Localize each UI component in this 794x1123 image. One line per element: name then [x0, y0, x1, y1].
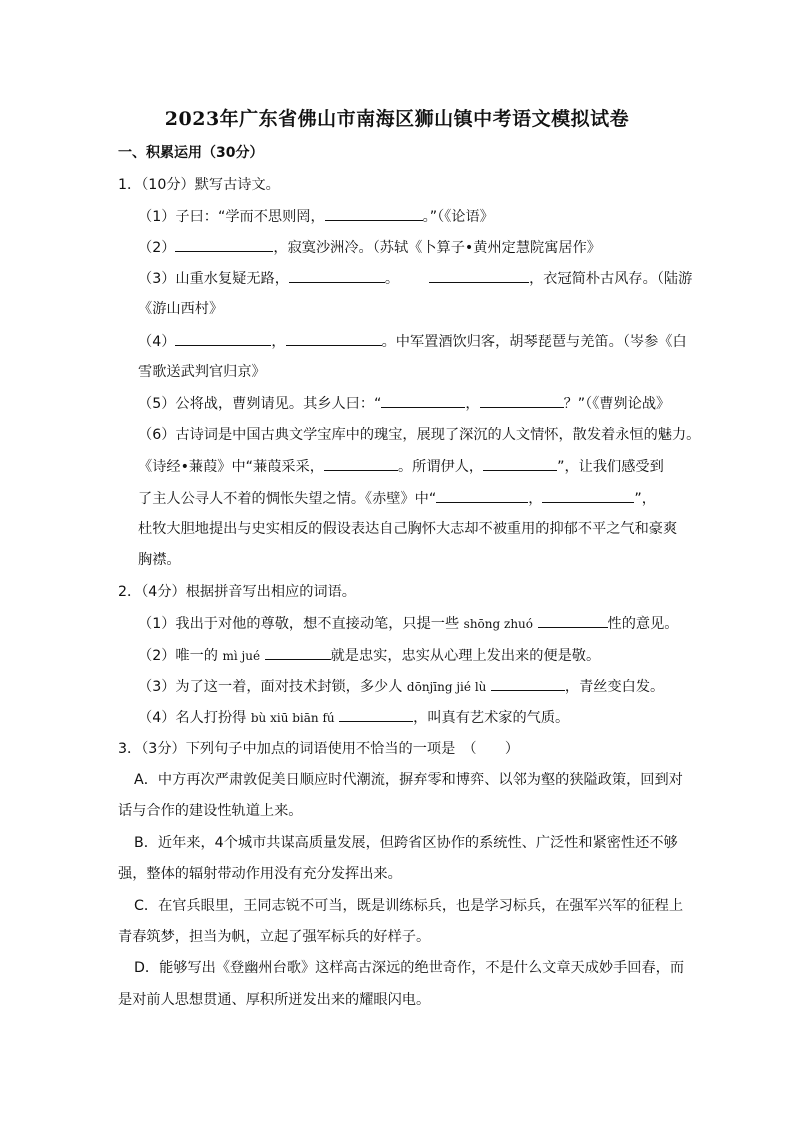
q1-item-1: [138, 206, 494, 227]
q1-item-3: [138, 268, 692, 289]
answer-blank[interactable]: [324, 456, 398, 471]
q3-option-d-line-2: 是对前人思想贯通、厚积所迸发出来的耀眼闪电。: [118, 992, 431, 1008]
answer-blank[interactable]: [175, 237, 273, 252]
q1-item-6-l2-mid: 。所谓伊人，: [397, 459, 484, 475]
q1-item-6-l3-post: ”，: [634, 491, 656, 507]
answer-blank[interactable]: [491, 676, 565, 691]
q2-item-4-post: ，叫真有艺术家的气质。: [413, 710, 570, 726]
q1-item-5-mid: ，: [465, 396, 480, 412]
q1-item-1-post: 。”（《论语》: [422, 209, 494, 225]
q1-item-6-line-3: [138, 488, 656, 509]
answer-blank[interactable]: [325, 206, 423, 221]
q2-item-2: [138, 645, 600, 666]
pinyin: shōng zhuó: [463, 617, 534, 631]
answer-blank[interactable]: [480, 393, 564, 408]
q2-item-4: [138, 707, 569, 728]
q1-item-1-pre: （1）子曰：“学而不思则罔，: [138, 209, 325, 225]
q3-option-a-line-2: 话与合作的建设性轨道上来。: [118, 803, 303, 819]
answer-blank[interactable]: [483, 456, 557, 471]
answer-blank[interactable]: [381, 393, 465, 408]
answer-blank[interactable]: [538, 613, 608, 628]
q2-item-1-post: 性的意见。: [607, 616, 679, 632]
answer-blank[interactable]: [175, 331, 271, 346]
q1-item-3-post: ，衣冠简朴古风存。（陆游: [529, 271, 693, 287]
answer-blank[interactable]: [542, 488, 634, 503]
pinyin: bù xiū biān fú: [250, 711, 335, 725]
q1-item-2-post: ，寂寞沙洲冷。（苏轼《卜算子•黄州定慧院寓居作》: [273, 240, 601, 256]
q1-item-5-post: ？”（《曹刿论战》: [563, 396, 671, 412]
answer-blank[interactable]: [436, 488, 528, 503]
pinyin: mì jué: [222, 649, 261, 663]
q2-item-3-post: ，青丝变白发。: [564, 679, 665, 695]
answer-blank[interactable]: [289, 268, 385, 283]
q1-stem: 1．（10分）默写古诗文。: [118, 177, 280, 193]
q2-item-3-pre: （3）为了这一着，面对技术封锁，多少人: [138, 679, 403, 695]
q3-option-d-line-1: D．能够写出《登幽州台歌》这样高古深远的绝世奇作，不是什么文章天成妙手回春，而: [134, 960, 685, 976]
q3-option-c-line-1: C．在官兵眼里，王同志锐不可当，既是训练标兵，也是学习标兵，在强军兴军的征程上: [134, 898, 684, 914]
section-heading: 一、积累运用（30分）: [118, 145, 264, 161]
q2-item-1-pre: （1）我出于对他的尊敬，想不直接动笔，只提一些: [138, 616, 460, 632]
pinyin: dōnjīng jié lù: [406, 680, 487, 694]
q3-option-b-line-2: 强，整体的辐射带动作用没有充分发挥出来。: [118, 866, 402, 882]
answer-blank[interactable]: [339, 707, 413, 722]
q1-item-4-continued: 雪歌送武判官归京》: [138, 364, 266, 380]
q1-item-6-line-1: （6）古诗词是中国古典文学宝库中的瑰宝，展现了深沉的人文情怀，散发着永恒的魅力。: [138, 427, 701, 443]
q3-option-b-line-1: B．近年来，4个城市共谋高质量发展，但跨省区协作的系统性、广泛性和紧密性还不够: [134, 835, 678, 851]
q1-item-2-pre: （2）: [138, 240, 176, 256]
q2-item-4-pre: （4）名人打扮得: [138, 710, 247, 726]
q1-item-6-line-4: 杜牧大胆地提出与史实相反的假设表达自己胸怀大志却不被重用的抑郁不平之气和豪爽: [138, 521, 678, 537]
q1-item-6-l2-pre: 《诗经•蒹葭》中“蒹葭采采，: [138, 459, 324, 475]
q1-item-6-l3-mid: ，: [528, 491, 543, 507]
q3-option-a-line-1: A．中方再次严肃敦促美日顺应时代潮流，摒弃零和博弈、以邻为壑的狭隘政策，回到对: [134, 772, 683, 788]
q3-stem: 3．（3分）下列句子中加点的词语使用不恰当的一项是 （ ）: [118, 741, 520, 757]
q1-item-6-l2-post: ”，让我们感受到: [557, 459, 664, 475]
q1-item-3-mid: 。: [384, 271, 400, 287]
q1-item-3-continued: 《游山西村》: [138, 301, 224, 317]
q1-item-4-pre: （4）: [138, 334, 176, 350]
q2-item-2-pre: （2）唯一的: [138, 648, 218, 664]
q1-item-4: [138, 331, 687, 352]
q3-option-c-line-2: 青春筑梦，担当为帆，立起了强军标兵的好样子。: [118, 929, 431, 945]
q2-item-2-post: 就是忠实，忠实从心理上发出来的便是敬。: [330, 648, 601, 664]
q1-item-6-l3-pre: 了主人公寻人不着的惆怅失望之情。《赤壁》中“: [138, 491, 437, 507]
answer-blank[interactable]: [286, 331, 382, 346]
answer-blank[interactable]: [429, 268, 529, 283]
q1-item-4-post: 。中军置酒饮归客，胡琴琵琶与羌笛。（岑参《白: [381, 334, 687, 350]
q1-item-6-line-5: 胸襟。: [138, 552, 181, 568]
q1-item-5: [138, 393, 670, 414]
q2-item-1: [138, 613, 678, 634]
q1-item-4-mid: ，: [271, 334, 286, 350]
q2-stem: 2．（4分）根据拼音写出相应的词语。: [118, 584, 356, 600]
exam-title: 2023年广东省佛山市南海区狮山镇中考语文模拟试卷: [164, 108, 630, 130]
q1-item-5-pre: （5）公将战，曹刿请见。其乡人曰：“: [138, 396, 382, 412]
answer-blank[interactable]: [265, 645, 331, 660]
q1-item-6-line-2: [138, 456, 664, 477]
q1-item-2: [138, 237, 601, 258]
q1-item-3-pre: （3）山重水复疑无路，: [138, 271, 289, 287]
q2-item-3: [138, 676, 664, 697]
